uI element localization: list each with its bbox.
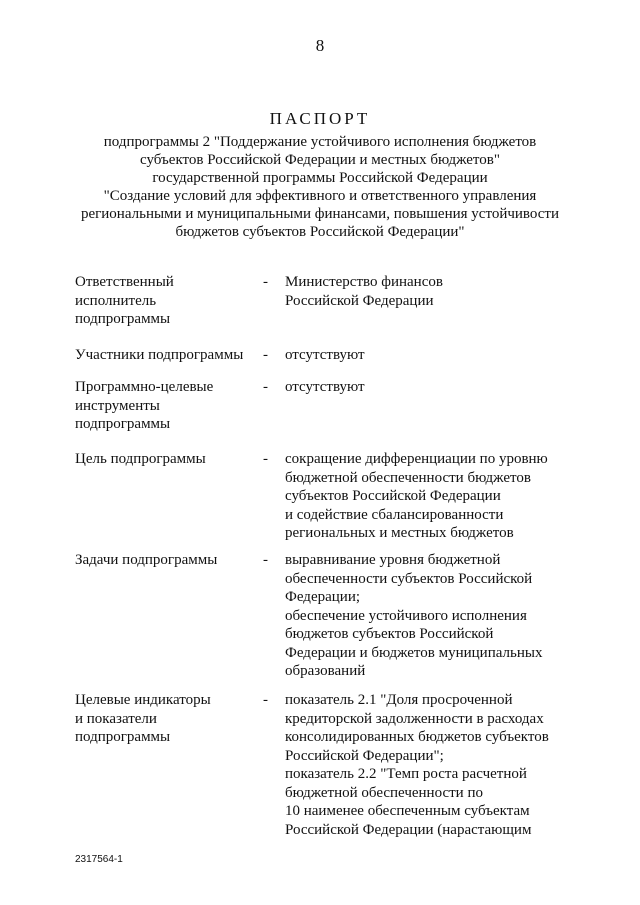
row-dash: - [263, 692, 268, 708]
value-line: показатель 2.1 "Доля просроченной [285, 692, 513, 708]
subtitle-line: субъектов Российской Федерации и местных бюджетов" [140, 152, 500, 168]
passport-row-indicators [0, 691, 640, 841]
value-line: и содействие сбалансированности [285, 506, 504, 523]
label-line: Целевые индикаторы [75, 692, 211, 708]
label-line: и показатели [75, 710, 157, 727]
row-label [75, 378, 255, 434]
row-label [75, 691, 255, 747]
value-line: показатель 2.2 "Темп роста расчетной [285, 766, 527, 782]
passport-table [0, 273, 640, 841]
value-line: отсутствуют [285, 347, 365, 363]
value-line: обеспеченности субъектов Российской [285, 570, 533, 587]
value-line: консолидированных бюджетов субъектов [285, 729, 549, 745]
value-line: Федерации и бюджетов муниципальных [285, 644, 543, 661]
value-line: кредиторской задолженности в расходах [285, 710, 544, 727]
value-line: Российской Федерации"; [285, 747, 444, 764]
row-dash: - [263, 274, 268, 290]
row-label [75, 273, 255, 329]
value-line: Федерации; [285, 589, 361, 605]
label-line: инструменты [75, 397, 160, 414]
label-line: исполнитель [75, 292, 157, 309]
row-label [75, 346, 255, 365]
value-line: образований [285, 663, 366, 679]
value-line: Министерство финансов [285, 274, 443, 290]
subtitle [60, 133, 580, 241]
value-line: выравнивание уровня бюджетной [285, 552, 501, 568]
row-dash: - [263, 347, 268, 363]
row-value [285, 378, 585, 397]
row-dash: - [263, 379, 268, 395]
value-line: сокращение дифференциации по уровню [285, 451, 548, 467]
row-value [285, 273, 585, 310]
label-line: Участники подпрограммы [75, 347, 244, 363]
row-value [285, 346, 585, 365]
subtitle-line: подпрограммы 2 "Поддержание устойчивого исполнения бюджетов [103, 134, 537, 150]
label-line: Задачи подпрограммы [75, 552, 218, 568]
document-title: ПАСПОРТ [269, 109, 371, 128]
label-line: подпрограммы [75, 729, 171, 745]
label-line: подпрограммы [75, 311, 171, 327]
row-dash: - [263, 552, 268, 568]
value-line: 10 наименее обеспеченным субъектам [285, 803, 530, 819]
subtitle-line: "Создание условий для эффективного и ответственного управления [103, 188, 537, 204]
value-line: отсутствуют [285, 379, 365, 395]
passport-row-goal [0, 450, 640, 551]
value-line: бюджетной обеспеченности по [285, 784, 483, 801]
row-label [75, 450, 255, 469]
value-line: бюджетной обеспеченности бюджетов [285, 469, 531, 486]
row-value [285, 450, 585, 543]
passport-row-instruments [0, 378, 640, 450]
label-line: Цель подпрограммы [75, 451, 206, 467]
value-line: региональных и местных бюджетов [285, 525, 514, 541]
row-dash: - [263, 451, 268, 467]
label-line: Программно-целевые [75, 379, 214, 395]
label-line: Ответственный [75, 274, 174, 290]
value-line: бюджетов субъектов Российской [285, 626, 494, 642]
value-line: субъектов Российской Федерации [285, 488, 501, 504]
passport-row-responsible [0, 273, 640, 346]
document-code: 2317564-1 [75, 854, 123, 865]
passport-row-tasks [0, 551, 640, 691]
value-line: Российской Федерации (нарастающим [285, 821, 532, 838]
page-number: 8 [315, 36, 325, 55]
row-value [285, 691, 585, 839]
subtitle-line: региональными и муниципальными финансами, повышения устойчивости [80, 206, 560, 222]
subtitle-line: бюджетов субъектов Российской Федерации" [175, 224, 465, 240]
value-line: Российской Федерации [285, 292, 434, 309]
passport-row-participants [0, 346, 640, 378]
value-line: обеспечение устойчивого исполнения [285, 607, 527, 624]
row-label [75, 551, 255, 570]
label-line: подпрограммы [75, 416, 171, 432]
row-value [285, 551, 585, 681]
subtitle-line: государственной программы Российской Федерации [152, 170, 488, 186]
